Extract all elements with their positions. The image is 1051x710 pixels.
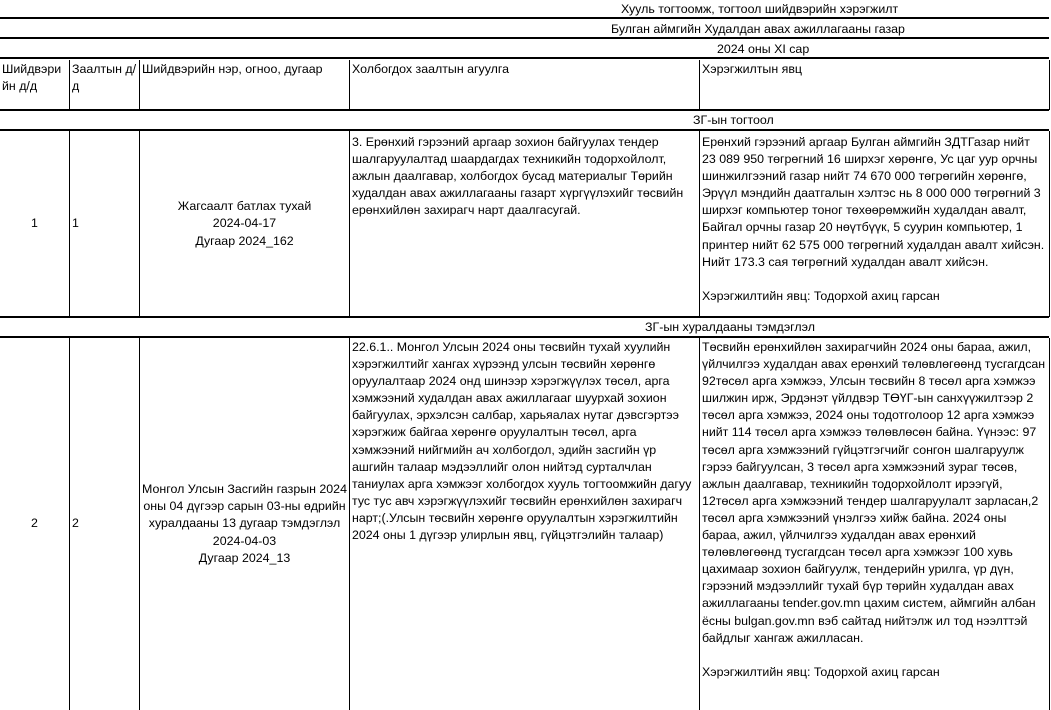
period-band [0,40,1049,59]
section-title: ЗГ-ын тогтоол [693,113,774,127]
clause-content: 3. Ерөнхий гэрээний аргаар зохион байгуулах тендер шалгаруулалтад шаардагдах техникийн тодорхойлолт, ажлын даалгавар, холбогдох бусад материалыг Төрийн худалдан авах ажиллагааны газарт хүргүүлэхийг төсвийн ерөнхийлөн захирагч нарт даалгасугай. [350,131,700,317]
section-header [0,318,1049,337]
decision-number: 2 [0,338,70,710]
organization-band [0,20,1049,39]
section-title: ЗГ-ын хуралдааны тэмдэглэл [645,320,815,334]
header-decision-no: Шийдвэри йн д/д [0,60,70,110]
document-title-band [0,0,1049,19]
clause-number: 2 [70,338,140,710]
decision-name: Монгол Улсын Засгийн газрын 2024 оны 04 дүгээр сарын 03-ны өдрийн хуралдааны 13 дугаар тэмдэглэл 2024-04-03 Дугаар 2024_13 [140,338,350,710]
decision-number: 1 [0,131,70,317]
document-title: Хууль тогтоомж, тогтоол шийдвэрийн хэрэгжилт [621,2,899,16]
clause-number: 1 [70,131,140,317]
section-header [0,111,1049,130]
header-decision-name: Шийдвэрийн нэр, огноо, дугаар [140,60,350,110]
clause-content: 22.6.1.. Монгол Улсын 2024 оны төсвийн тухай хуулийн хэрэгжилтийг хангах хүрээнд улсын төсвийн хөрөнгө оруулалтаар 2024 онд шинээр хэрэгжүүлэх төсөл, арга хэмжээний худалдан авах ажиллагааг шуурхай зохион байгуулах, эрхэлсэн салбар, харьяалах нутаг дэвсгэртээ хэрэгжиж байгаа хөрөнгө оруулалтын төсөл, арга хэмжээний нийгмийн ач холбогдол, эдийн засгийн үр ашгийн талаар мэдээллийг олон нийтэд сурталчлан таниулах арга хэмжээг холбогдох хууль тогтоомжийн дагуу тус тус авч хэрэгжүүлэхийг төсвийн ерөнхийлөн захирагч нарт;(.Улсын төсвийн хөрөнгө оруулалтын хэрэгжилтийн 2024 оны 1 дүгээр улирлын явц, гүйцэтгэлийн талаар) [350,338,700,710]
decision-name: Жагсаалт батлах тухай 2024-04-17 Дугаар 2024_162 [140,131,350,317]
implementation-progress: Ерөнхий гэрээний аргаар Булган аймгийн ЗДТГазар нийт 23 089 950 төгрөгний 16 ширхэг хөрөнгө, Ус цаг уур орчны шинжилгээний газар нийт 74 670 000 төгрөгийн хөрөнгө, Эрүүл мэндийн даатгалын хэлтэс нь 8 000 000 төгрөгний 3 ширхэг компьютер тоног төхөөрөмжийн худалдан авалт, Байгал орчны газар 20 нөүтбүүк, 5 суурин компьютер, 1 принтер нийт 62 575 000 төгрөгний худалдан авалт хийсэн. Нийт 173.3 сая төгрөгний худалдан авалт хийсэн. Хэрэгжилтийн явц: Тодорхой ахиц гарсан [700,131,1050,317]
implementation-progress: Төсвийн ерөнхийлөн захирагчийн 2024 оны бараа, ажил, үйлчилгээ худалдан авах ерөнхий төлөвлөгөөнд тусгагдсан 92төсөл арга хэмжээ, Улсын төсвийн 8 төсөл арга хэмжээ шилжин ирж, Эрдэнэт үйлдвэр ТӨҮГ-ын санхүүжилтээр 2 төсөл арга хэмжээ, 2024 оны тодотголоор 12 арга хэмжээ нийт 114 төсөл арга хэмжээ төлөвлөсөн байна. Үүнээс: 97 төсөл арга хэмжээний гүйцэтгэгчийг сонгон шалгаруулж гэрээ байгуулсан, 3 төсөл арга хэмжээний зураг төсөв, ажлын даалгавар, техникийн тодорхойлолт ирээгүй, 12төсөл арга хэмжээний тендер шалгаруулалт зарласан,2 төсөл арга хэмжээний үнэлгээ хийж байна. 2024 оны бараа, ажил, үйлчилгээ худалдан авах ерөнхий төлөвлөгөөнд тусгагдсан төсөл арга хэмжээг 100 хувь цахимаар зохион байгуулж, тендерийн урилга, үр дүн, гэрээний мэдээллийг тухай бүр төрийн худалдан авах ажиллагааны tender.gov.mn цахим систем, аймгийн албан ёсны bulgan.gov.mn вэб сайтад нийтэлж ил тод нээлттэй байдлыг хангаж ажилласан. Хэрэгжилтийн явц: Тодорхой ахиц гарсан [700,338,1050,710]
header-progress: Хэрэгжилтын явц [700,60,1050,110]
header-clause-content: Холбогдох заалтын агуулга [350,60,700,110]
organization-name: Булган аймгийн Худалдан авах ажиллагааны газар [611,22,905,36]
report-period: 2024 оны XI сар [717,42,810,56]
header-clause-no: Заалтын д/д [70,60,140,110]
